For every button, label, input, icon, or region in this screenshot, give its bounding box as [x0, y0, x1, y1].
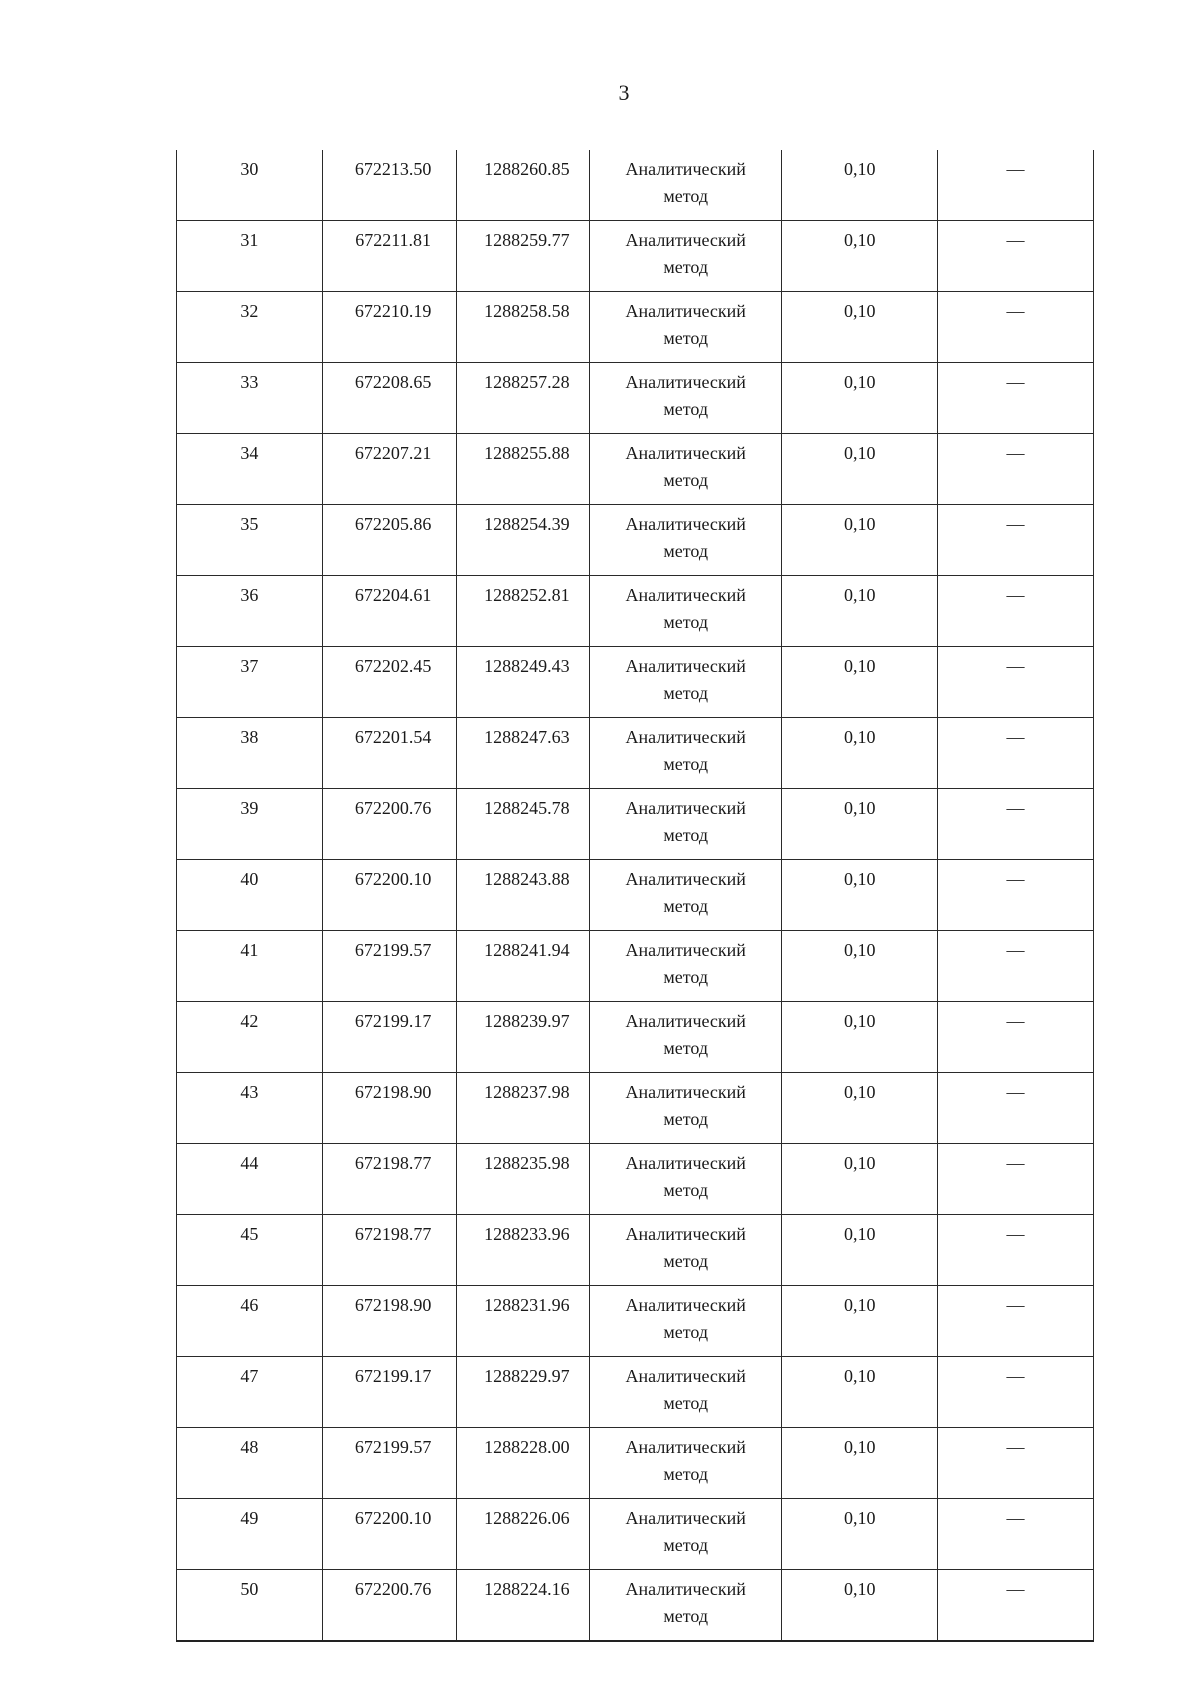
point-number-cell: 49	[177, 1499, 323, 1570]
y-coordinate-cell: 1288231.96	[456, 1286, 590, 1357]
table-row	[177, 1002, 1094, 1073]
y-coordinate-cell: 1288235.98	[456, 1144, 590, 1215]
accuracy-cell: 0,10	[782, 434, 938, 505]
point-number-cell: 42	[177, 1002, 323, 1073]
y-coordinate-cell: 1288243.88	[456, 860, 590, 931]
y-coordinate-cell: 1288260.85	[456, 150, 590, 221]
method-cell	[590, 789, 782, 860]
note-cell: —	[938, 789, 1094, 860]
coordinates-table-body	[177, 150, 1094, 1641]
x-coordinate-cell: 672213.50	[322, 150, 456, 221]
x-coordinate-cell: 672198.90	[322, 1286, 456, 1357]
method-line-1: Аналитический	[625, 1579, 746, 1599]
point-number-cell: 36	[177, 576, 323, 647]
x-coordinate-cell: 672198.90	[322, 1073, 456, 1144]
point-number-cell: 50	[177, 1570, 323, 1642]
point-number-cell: 33	[177, 363, 323, 434]
method-line-1: Аналитический	[625, 798, 746, 818]
method-line-2: метод	[663, 399, 709, 419]
note-cell: —	[938, 1428, 1094, 1499]
table-row	[177, 505, 1094, 576]
page-number: 3	[618, 80, 630, 105]
method-line-1: Аналитический	[625, 514, 746, 534]
method-cell	[590, 576, 782, 647]
method-line-1: Аналитический	[625, 585, 746, 605]
method-line-2: метод	[663, 1180, 709, 1200]
accuracy-cell: 0,10	[782, 718, 938, 789]
note-cell: —	[938, 434, 1094, 505]
point-number-cell: 37	[177, 647, 323, 718]
accuracy-cell: 0,10	[782, 931, 938, 1002]
accuracy-cell: 0,10	[782, 1002, 938, 1073]
table-row	[177, 1357, 1094, 1428]
table-row	[177, 718, 1094, 789]
method-line-1: Аналитический	[625, 1437, 746, 1457]
method-line-1: Аналитический	[625, 1011, 746, 1031]
y-coordinate-cell: 1288239.97	[456, 1002, 590, 1073]
table-row	[177, 1144, 1094, 1215]
note-cell: —	[938, 647, 1094, 718]
method-line-1: Аналитический	[625, 301, 746, 321]
note-cell: —	[938, 363, 1094, 434]
y-coordinate-cell: 1288237.98	[456, 1073, 590, 1144]
method-cell	[590, 1499, 782, 1570]
method-cell	[590, 1286, 782, 1357]
method-line-2: метод	[663, 1038, 709, 1058]
accuracy-cell: 0,10	[782, 1215, 938, 1286]
point-number-cell: 41	[177, 931, 323, 1002]
point-number-cell: 34	[177, 434, 323, 505]
method-line-2: метод	[663, 612, 709, 632]
note-cell: —	[938, 1286, 1094, 1357]
method-cell	[590, 434, 782, 505]
method-line-1: Аналитический	[625, 869, 746, 889]
point-number-cell: 31	[177, 221, 323, 292]
point-number-cell: 40	[177, 860, 323, 931]
note-cell: —	[938, 505, 1094, 576]
method-line-2: метод	[663, 470, 709, 490]
method-cell	[590, 860, 782, 931]
method-cell	[590, 150, 782, 221]
note-cell: —	[938, 1499, 1094, 1570]
x-coordinate-cell: 672210.19	[322, 292, 456, 363]
method-cell	[590, 1215, 782, 1286]
method-line-2: метод	[663, 1464, 709, 1484]
method-cell	[590, 1073, 782, 1144]
coordinates-table	[176, 150, 1094, 1642]
method-cell	[590, 292, 782, 363]
method-cell	[590, 1357, 782, 1428]
method-line-1: Аналитический	[625, 1153, 746, 1173]
y-coordinate-cell: 1288245.78	[456, 789, 590, 860]
table-row	[177, 1428, 1094, 1499]
method-line-1: Аналитический	[625, 443, 746, 463]
method-line-1: Аналитический	[625, 1224, 746, 1244]
method-cell	[590, 1570, 782, 1642]
y-coordinate-cell: 1288233.96	[456, 1215, 590, 1286]
point-number-cell: 39	[177, 789, 323, 860]
method-line-2: метод	[663, 328, 709, 348]
point-number-cell: 45	[177, 1215, 323, 1286]
table-row	[177, 434, 1094, 505]
method-line-2: метод	[663, 257, 709, 277]
accuracy-cell: 0,10	[782, 647, 938, 718]
point-number-cell: 32	[177, 292, 323, 363]
y-coordinate-cell: 1288228.00	[456, 1428, 590, 1499]
table-row	[177, 789, 1094, 860]
note-cell: —	[938, 221, 1094, 292]
point-number-cell: 47	[177, 1357, 323, 1428]
x-coordinate-cell: 672200.10	[322, 1499, 456, 1570]
table-row	[177, 1215, 1094, 1286]
method-cell	[590, 1144, 782, 1215]
x-coordinate-cell: 672202.45	[322, 647, 456, 718]
method-cell	[590, 221, 782, 292]
accuracy-cell: 0,10	[782, 1428, 938, 1499]
point-number-cell: 44	[177, 1144, 323, 1215]
y-coordinate-cell: 1288241.94	[456, 931, 590, 1002]
method-line-2: метод	[663, 967, 709, 987]
accuracy-cell: 0,10	[782, 1499, 938, 1570]
note-cell: —	[938, 150, 1094, 221]
x-coordinate-cell: 672199.17	[322, 1357, 456, 1428]
table-row	[177, 860, 1094, 931]
accuracy-cell: 0,10	[782, 860, 938, 931]
method-line-2: метод	[663, 1535, 709, 1555]
note-cell: —	[938, 1357, 1094, 1428]
note-cell: —	[938, 931, 1094, 1002]
x-coordinate-cell: 672199.57	[322, 1428, 456, 1499]
method-line-1: Аналитический	[625, 230, 746, 250]
method-line-1: Аналитический	[625, 1082, 746, 1102]
note-cell: —	[938, 1144, 1094, 1215]
accuracy-cell: 0,10	[782, 292, 938, 363]
note-cell: —	[938, 1215, 1094, 1286]
y-coordinate-cell: 1288226.06	[456, 1499, 590, 1570]
x-coordinate-cell: 672204.61	[322, 576, 456, 647]
accuracy-cell: 0,10	[782, 1570, 938, 1642]
accuracy-cell: 0,10	[782, 1073, 938, 1144]
table-row	[177, 1499, 1094, 1570]
y-coordinate-cell: 1288224.16	[456, 1570, 590, 1642]
y-coordinate-cell: 1288247.63	[456, 718, 590, 789]
x-coordinate-cell: 672201.54	[322, 718, 456, 789]
note-cell: —	[938, 292, 1094, 363]
table-row	[177, 221, 1094, 292]
table-row	[177, 1286, 1094, 1357]
method-line-2: метод	[663, 754, 709, 774]
table-row	[177, 647, 1094, 718]
x-coordinate-cell: 672200.10	[322, 860, 456, 931]
method-line-1: Аналитический	[625, 1295, 746, 1315]
note-cell: —	[938, 1002, 1094, 1073]
x-coordinate-cell: 672207.21	[322, 434, 456, 505]
method-cell	[590, 505, 782, 576]
note-cell: —	[938, 860, 1094, 931]
point-number-cell: 35	[177, 505, 323, 576]
method-line-1: Аналитический	[625, 727, 746, 747]
table-row	[177, 292, 1094, 363]
accuracy-cell: 0,10	[782, 576, 938, 647]
note-cell: —	[938, 1073, 1094, 1144]
method-line-1: Аналитический	[625, 656, 746, 676]
point-number-cell: 46	[177, 1286, 323, 1357]
method-line-2: метод	[663, 1606, 709, 1626]
method-line-2: метод	[663, 1322, 709, 1342]
point-number-cell: 48	[177, 1428, 323, 1499]
method-line-1: Аналитический	[625, 940, 746, 960]
table-row	[177, 1073, 1094, 1144]
method-cell	[590, 363, 782, 434]
accuracy-cell: 0,10	[782, 150, 938, 221]
method-line-2: метод	[663, 825, 709, 845]
x-coordinate-cell: 672208.65	[322, 363, 456, 434]
y-coordinate-cell: 1288249.43	[456, 647, 590, 718]
accuracy-cell: 0,10	[782, 1286, 938, 1357]
method-line-2: метод	[663, 1251, 709, 1271]
method-line-2: метод	[663, 186, 709, 206]
point-number-cell: 38	[177, 718, 323, 789]
x-coordinate-cell: 672200.76	[322, 1570, 456, 1642]
x-coordinate-cell: 672198.77	[322, 1215, 456, 1286]
note-cell: —	[938, 718, 1094, 789]
method-line-1: Аналитический	[625, 1366, 746, 1386]
y-coordinate-cell: 1288252.81	[456, 576, 590, 647]
table-row	[177, 363, 1094, 434]
point-number-cell: 30	[177, 150, 323, 221]
y-coordinate-cell: 1288257.28	[456, 363, 590, 434]
table-row	[177, 576, 1094, 647]
table-row	[177, 931, 1094, 1002]
y-coordinate-cell: 1288229.97	[456, 1357, 590, 1428]
note-cell: —	[938, 576, 1094, 647]
method-cell	[590, 647, 782, 718]
x-coordinate-cell: 672211.81	[322, 221, 456, 292]
method-line-1: Аналитический	[625, 372, 746, 392]
table-row	[177, 150, 1094, 221]
y-coordinate-cell: 1288259.77	[456, 221, 590, 292]
x-coordinate-cell: 672200.76	[322, 789, 456, 860]
accuracy-cell: 0,10	[782, 363, 938, 434]
x-coordinate-cell: 672198.77	[322, 1144, 456, 1215]
y-coordinate-cell: 1288258.58	[456, 292, 590, 363]
method-line-2: метод	[663, 541, 709, 561]
accuracy-cell: 0,10	[782, 505, 938, 576]
method-line-2: метод	[663, 896, 709, 916]
method-line-2: метод	[663, 683, 709, 703]
x-coordinate-cell: 672205.86	[322, 505, 456, 576]
y-coordinate-cell: 1288255.88	[456, 434, 590, 505]
accuracy-cell: 0,10	[782, 789, 938, 860]
method-line-2: метод	[663, 1393, 709, 1413]
accuracy-cell: 0,10	[782, 221, 938, 292]
method-line-1: Аналитический	[625, 159, 746, 179]
method-cell	[590, 718, 782, 789]
method-line-1: Аналитический	[625, 1508, 746, 1528]
table-row	[177, 1570, 1094, 1642]
method-line-2: метод	[663, 1109, 709, 1129]
method-cell	[590, 1428, 782, 1499]
method-cell	[590, 931, 782, 1002]
note-cell: —	[938, 1570, 1094, 1642]
y-coordinate-cell: 1288254.39	[456, 505, 590, 576]
point-number-cell: 43	[177, 1073, 323, 1144]
method-cell	[590, 1002, 782, 1073]
x-coordinate-cell: 672199.57	[322, 931, 456, 1002]
accuracy-cell: 0,10	[782, 1144, 938, 1215]
accuracy-cell: 0,10	[782, 1357, 938, 1428]
x-coordinate-cell: 672199.17	[322, 1002, 456, 1073]
